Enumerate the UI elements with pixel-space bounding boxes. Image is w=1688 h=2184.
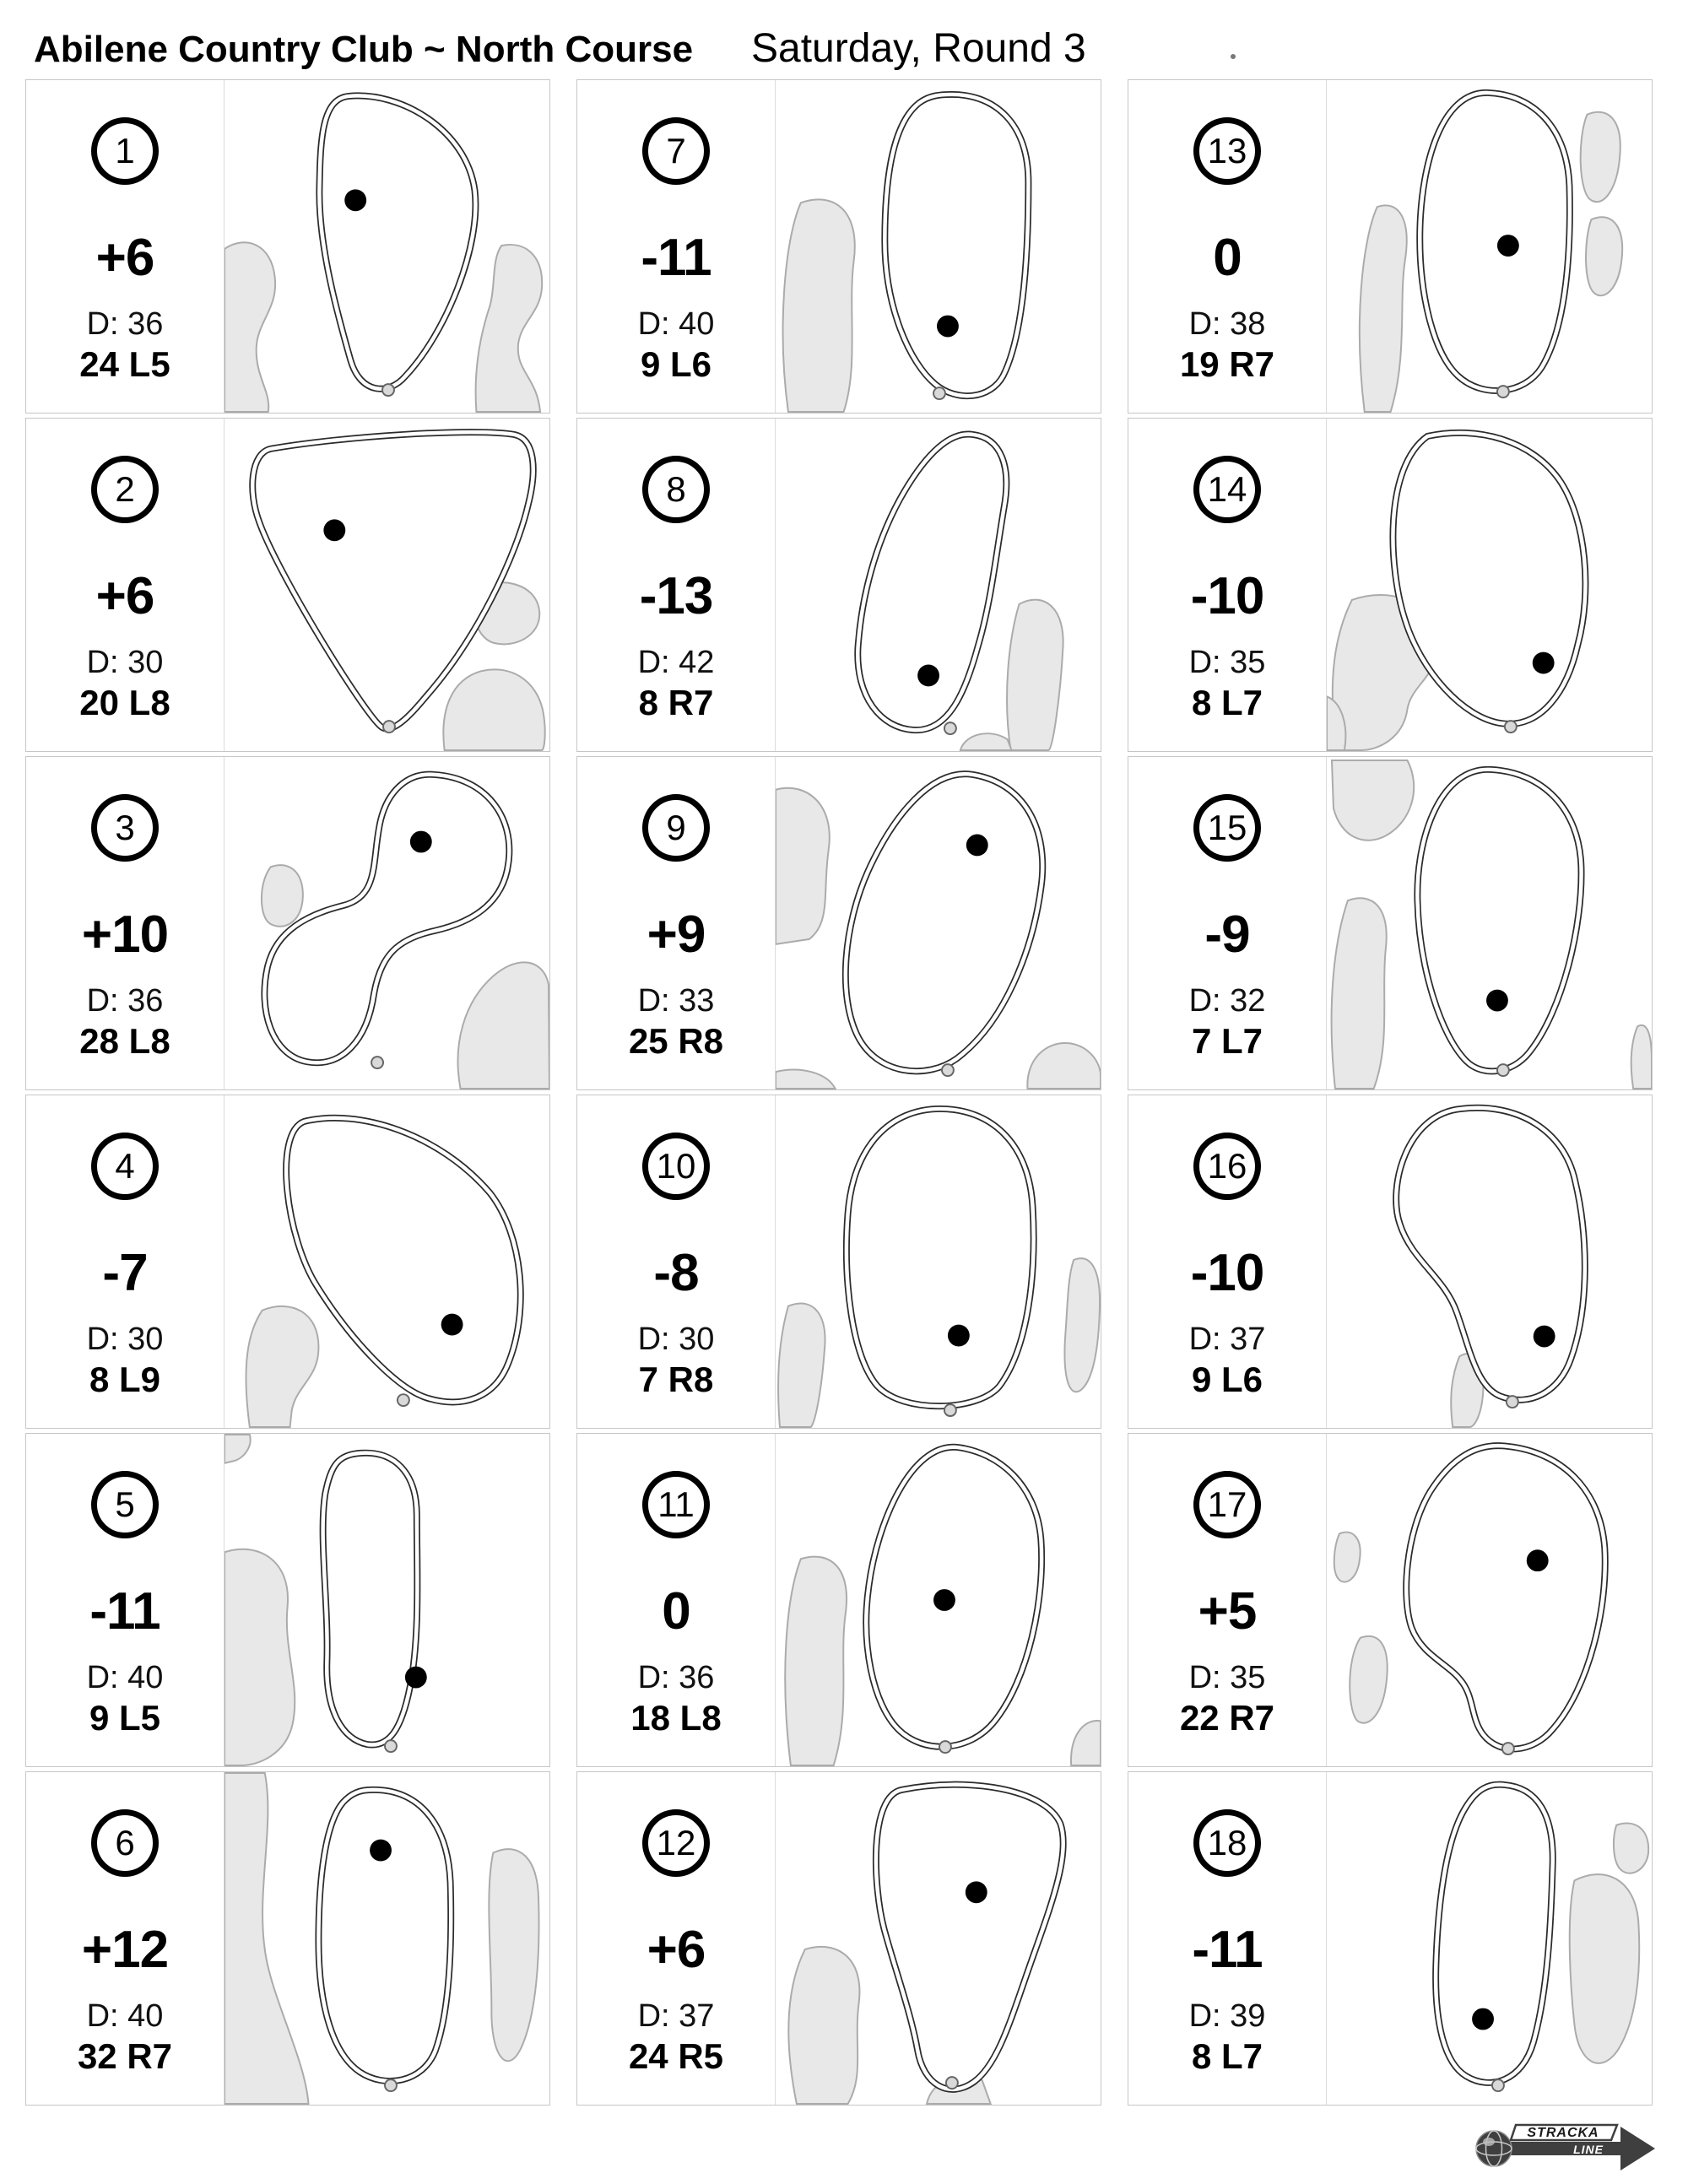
green-map (1327, 1772, 1652, 2105)
pin-dot (1533, 652, 1555, 674)
sand-area (1071, 1721, 1101, 1765)
green-depth: D: 32 (1188, 983, 1266, 1019)
green-map-area (1326, 757, 1652, 1089)
hole-cell (1128, 418, 1653, 752)
sand-area (225, 1549, 295, 1765)
hole-cell (576, 79, 1101, 414)
sand-area (225, 242, 275, 412)
green-map-area (775, 757, 1101, 1089)
hole-number: 3 (115, 808, 135, 847)
hole-number-circle (91, 117, 159, 185)
score-value: -11 (641, 229, 711, 287)
sand-area (783, 199, 855, 412)
green-outline (847, 1109, 1034, 1406)
hole-cell (576, 1433, 1101, 1767)
green-depth: D: 36 (86, 306, 164, 342)
hole-number: 15 (1207, 808, 1247, 847)
hole-cell (25, 418, 550, 752)
pin-dot (948, 1325, 970, 1347)
score-value: -7 (102, 1244, 148, 1302)
green-map-area (224, 419, 549, 751)
green-map (776, 419, 1101, 751)
hole-info-panel (1128, 757, 1326, 1089)
hole-number: 14 (1207, 469, 1247, 509)
sand-area (1360, 205, 1407, 412)
pin-dot (1472, 2008, 1494, 2030)
green-map-area (224, 1095, 549, 1428)
score-value: -11 (1192, 1921, 1263, 1979)
sand-area (1581, 112, 1620, 202)
sand-area (246, 1306, 318, 1427)
hole-cell (576, 756, 1101, 1090)
pin-dot (1497, 235, 1519, 257)
score-value: -9 (1204, 905, 1250, 964)
green-map (1327, 80, 1652, 413)
pin-position: 9 L6 (640, 344, 712, 384)
hole-number-circle (642, 1133, 710, 1200)
green-depth: D: 30 (637, 1322, 715, 1357)
hole-info-panel (1128, 1772, 1326, 2105)
pin-position: 32 R7 (77, 2036, 173, 2076)
green-map (1327, 1095, 1652, 1428)
hole-number-circle (1193, 1471, 1261, 1538)
score-value: -13 (639, 567, 713, 625)
green-outline (1420, 93, 1570, 391)
hole-number-circle (642, 1809, 710, 1877)
sand-area (1334, 1533, 1361, 1582)
pin-position: 7 R8 (638, 1360, 714, 1399)
hole-number-circle (1193, 117, 1261, 185)
green-map-area (1326, 1772, 1652, 2105)
hole-number-circle (1193, 1809, 1261, 1877)
pin-position: 19 R7 (1179, 344, 1275, 384)
front-center-marker (385, 2079, 397, 2091)
sand-area (458, 962, 549, 1089)
green-map (225, 419, 549, 751)
green-map (776, 1772, 1101, 2105)
green-outline (1396, 1108, 1585, 1400)
green-depth: D: 36 (86, 983, 164, 1019)
sand-area (778, 1304, 825, 1427)
hole-cell (1128, 79, 1653, 414)
green-map-area (1326, 1434, 1652, 1766)
hole-info-panel (577, 1095, 775, 1428)
stray-dot (1231, 54, 1236, 59)
green-map-area (1326, 419, 1652, 751)
pin-position: 24 L5 (79, 344, 170, 384)
green-depth: D: 33 (637, 983, 715, 1019)
front-center-marker (383, 721, 395, 733)
pin-position: 25 R8 (628, 1021, 724, 1061)
green-map (225, 757, 549, 1089)
hole-number: 8 (666, 469, 686, 509)
sand-area (1614, 1823, 1648, 1873)
green-map-area (1326, 1095, 1652, 1428)
pin-dot (1534, 1326, 1555, 1348)
hole-cell (576, 1095, 1101, 1429)
pin-dot (966, 1881, 987, 1903)
hole-info-panel (1128, 1434, 1326, 1766)
front-center-marker (1505, 721, 1517, 733)
score-value: 0 (662, 1582, 690, 1641)
round-label: Saturday, Round 3 (751, 26, 1086, 71)
front-center-marker (933, 387, 945, 399)
hole-number: 10 (656, 1146, 696, 1186)
green-outline (1406, 1446, 1605, 1749)
sand-area (1332, 898, 1387, 1089)
sand-area (489, 1849, 538, 2061)
green-map-area (775, 80, 1101, 413)
hole-info-panel (26, 419, 224, 751)
green-depth: D: 39 (1188, 1998, 1266, 2034)
sand-area (225, 1773, 308, 2104)
score-value: 0 (1213, 229, 1242, 287)
green-map-area (1326, 80, 1652, 413)
score-value: +6 (95, 567, 154, 625)
green-map-area (775, 1095, 1101, 1428)
green-outline (876, 1785, 1063, 2089)
front-center-marker (1507, 1396, 1518, 1408)
green-depth: D: 37 (637, 1998, 715, 2034)
front-center-marker (371, 1057, 383, 1068)
hole-number: 17 (1207, 1484, 1247, 1524)
front-center-marker (398, 1394, 409, 1406)
score-value: +6 (95, 229, 154, 287)
pin-dot (966, 835, 988, 857)
pin-dot (410, 831, 432, 853)
sand-area (443, 669, 544, 750)
hole-number: 7 (666, 131, 686, 170)
score-value: +12 (81, 1921, 169, 1979)
hole-info-panel (26, 1772, 224, 2105)
hole-info-panel (1128, 80, 1326, 413)
holes-grid (25, 79, 1653, 2106)
sand-area (1586, 217, 1622, 295)
sand-area (960, 733, 1012, 750)
green-outline (318, 1790, 451, 2081)
hole-number: 5 (115, 1484, 135, 1524)
pin-dot (933, 1589, 955, 1611)
pin-dot (344, 189, 366, 211)
logo-text-line: LINE (1573, 2143, 1604, 2156)
front-center-marker (1492, 2079, 1504, 2091)
hole-info-panel (577, 80, 775, 413)
sand-area (776, 1070, 836, 1089)
strackaline-logo (1475, 2120, 1657, 2177)
green-outline (286, 1118, 521, 1403)
front-center-marker (1502, 1743, 1514, 1754)
green-depth: D: 38 (1188, 306, 1266, 342)
sand-area (776, 788, 830, 944)
front-center-marker (382, 384, 394, 396)
sand-area (476, 245, 543, 412)
score-value: -8 (653, 1244, 699, 1302)
hole-cell (25, 1433, 550, 1767)
logo-text-stracka: STRACKA (1527, 2126, 1599, 2140)
pin-position: 8 L9 (89, 1360, 161, 1399)
hole-number-circle (1193, 794, 1261, 862)
hole-number-circle (91, 1471, 159, 1538)
globe-icon (1476, 2131, 1512, 2166)
hole-cell (1128, 1095, 1653, 1429)
sand-area (1350, 1636, 1387, 1723)
hole-number: 9 (666, 808, 686, 847)
score-value: -11 (89, 1582, 160, 1641)
green-depth: D: 40 (637, 306, 715, 342)
hole-info-panel (26, 1434, 224, 1766)
hole-number-circle (642, 117, 710, 185)
pin-position: 9 L6 (1191, 1360, 1263, 1399)
sand-area (1631, 1025, 1652, 1089)
green-map (1327, 1434, 1652, 1766)
hole-info-panel (577, 419, 775, 751)
green-depth: D: 37 (1188, 1322, 1266, 1357)
hole-info-panel (1128, 419, 1326, 751)
sand-area (1332, 760, 1414, 841)
hole-number-circle (91, 456, 159, 523)
hole-number: 4 (115, 1146, 135, 1186)
green-depth: D: 30 (86, 1322, 164, 1357)
sand-area (1570, 1874, 1639, 2063)
hole-number: 2 (115, 469, 135, 509)
hole-info-panel (577, 757, 775, 1089)
sand-area (1064, 1258, 1100, 1392)
hole-number: 6 (115, 1823, 135, 1862)
hole-cell (1128, 756, 1653, 1090)
front-center-marker (944, 722, 956, 734)
hole-number-circle (642, 456, 710, 523)
green-depth: D: 40 (86, 1998, 164, 2034)
pin-position: 8 R7 (638, 683, 714, 722)
hole-number-circle (91, 1133, 159, 1200)
green-depth: D: 35 (1188, 1660, 1266, 1695)
page-title: Abilene Country Club ~ North Course (34, 29, 694, 70)
hole-cell (576, 1771, 1101, 2106)
pin-position: 22 R7 (1179, 1698, 1275, 1738)
green-map (225, 1772, 549, 2105)
green-map-area (224, 80, 549, 413)
sand-area (1027, 1043, 1101, 1089)
green-depth: D: 42 (637, 645, 715, 680)
hole-number: 1 (115, 131, 135, 170)
front-center-marker (946, 2077, 958, 2089)
score-value: +10 (81, 905, 169, 964)
hole-info-panel (1128, 1095, 1326, 1428)
green-map (225, 80, 549, 413)
score-value: +6 (647, 1921, 706, 1979)
green-map (776, 1434, 1101, 1766)
green-outline (323, 1453, 418, 1745)
pin-dot (917, 665, 939, 687)
green-depth: D: 40 (86, 1660, 164, 1695)
hole-cell (25, 1095, 550, 1429)
pin-position: 8 L7 (1191, 683, 1263, 722)
hole-cell (1128, 1433, 1653, 1767)
pin-dot (1486, 990, 1508, 1012)
green-map-area (775, 1772, 1101, 2105)
pin-position: 20 L8 (79, 683, 170, 722)
green-map (1327, 419, 1652, 751)
hole-cell (576, 418, 1101, 752)
green-map (776, 80, 1101, 413)
sand-area (785, 1557, 847, 1765)
green-depth: D: 30 (86, 645, 164, 680)
hole-info-panel (26, 1095, 224, 1428)
green-map (225, 1095, 549, 1428)
pin-dot (370, 1840, 392, 1862)
green-map (1327, 757, 1652, 1089)
green-map (225, 1434, 549, 1766)
sand-area (1007, 600, 1063, 750)
sand-area (225, 1435, 251, 1463)
hole-info-panel (26, 80, 224, 413)
green-map-area (224, 1434, 549, 1766)
pin-dot (323, 519, 345, 541)
pin-position: 7 L7 (1191, 1021, 1263, 1061)
hole-info-panel (577, 1772, 775, 2105)
hole-number-circle (642, 1471, 710, 1538)
pin-dot (441, 1314, 463, 1336)
score-value: +5 (1198, 1582, 1257, 1641)
front-center-marker (385, 1740, 397, 1752)
hole-number: 12 (656, 1823, 696, 1862)
green-map-area (224, 757, 549, 1089)
hole-info-panel (577, 1434, 775, 1766)
front-center-marker (942, 1064, 954, 1076)
hole-cell (1128, 1771, 1653, 2106)
pin-position: 24 R5 (628, 2036, 724, 2076)
green-outline (846, 774, 1042, 1071)
sand-area (788, 1947, 859, 2104)
hole-cell (25, 79, 550, 414)
pin-position: 9 L5 (89, 1698, 161, 1738)
pin-dot (405, 1667, 427, 1689)
score-value: +9 (647, 905, 706, 964)
score-value: -10 (1190, 567, 1264, 625)
hole-number-circle (642, 794, 710, 862)
pin-dot (937, 316, 959, 338)
green-map-area (224, 1772, 549, 2105)
hole-number: 13 (1207, 131, 1247, 170)
green-map (776, 1095, 1101, 1428)
green-map-area (775, 1434, 1101, 1766)
pin-position: 28 L8 (79, 1021, 170, 1061)
sand-area (262, 865, 303, 927)
hole-number: 16 (1207, 1146, 1247, 1186)
hole-cell (25, 1771, 550, 2106)
green-map-area (775, 419, 1101, 751)
score-value: -10 (1190, 1244, 1264, 1302)
front-center-marker (1497, 386, 1509, 397)
hole-number-circle (1193, 456, 1261, 523)
pin-dot (1527, 1549, 1549, 1571)
hole-number-circle (91, 1809, 159, 1877)
hole-cell (25, 756, 550, 1090)
green-map (776, 757, 1101, 1089)
hole-number-circle (91, 794, 159, 862)
green-depth: D: 36 (637, 1660, 715, 1695)
hole-number: 18 (1207, 1823, 1247, 1862)
hole-number: 11 (657, 1484, 695, 1524)
green-outline (885, 95, 1028, 396)
hole-info-panel (26, 757, 224, 1089)
front-center-marker (944, 1404, 956, 1416)
pin-position: 18 L8 (630, 1698, 722, 1738)
hole-number-circle (1193, 1133, 1261, 1200)
front-center-marker (1497, 1064, 1509, 1076)
front-center-marker (939, 1741, 951, 1753)
pin-position: 8 L7 (1191, 2036, 1263, 2076)
green-depth: D: 35 (1188, 645, 1266, 680)
